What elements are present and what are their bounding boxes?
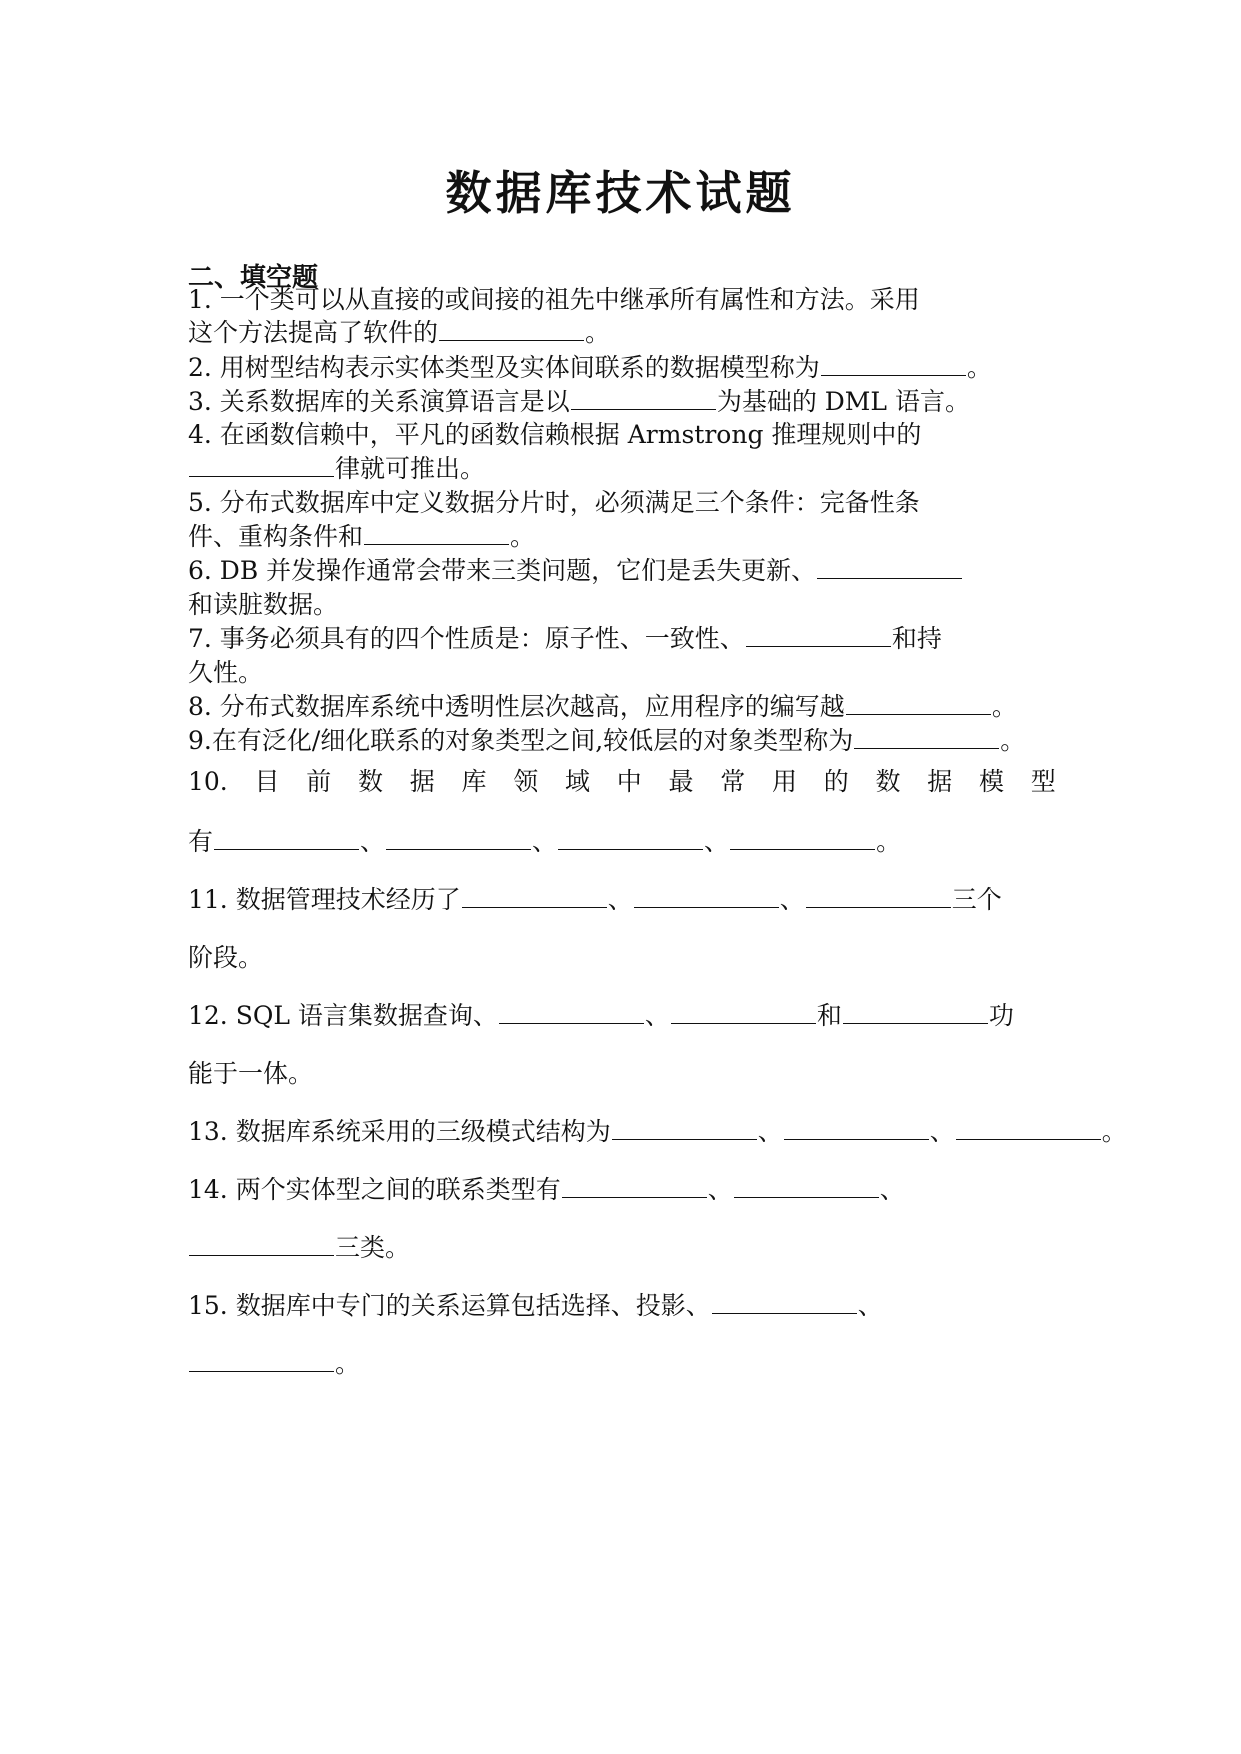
punctuation: 。 xyxy=(876,827,902,856)
question-5-line-1 xyxy=(188,488,920,518)
question-5-text-2: 件、重构条件和 xyxy=(188,522,364,551)
separator: 、 xyxy=(779,885,805,914)
question-1-text-2: 这个方法提高了软件的 xyxy=(188,318,439,347)
answer-blank[interactable] xyxy=(821,353,966,376)
question-1-text: 1. 一个类可以从直接的或间接的祖先中继承所有属性和方法。采用 xyxy=(188,285,920,314)
question-2-line xyxy=(188,353,992,383)
answer-blank[interactable] xyxy=(843,1001,988,1024)
question-2-text: 2. 用树型结构表示实体类型及实体间联系的数据模型称为 xyxy=(188,353,820,382)
answer-blank[interactable] xyxy=(712,1291,857,1314)
question-10-line-1 xyxy=(188,767,1056,797)
question-11-line-1 xyxy=(188,885,1002,915)
separator: 、 xyxy=(857,1291,883,1320)
question-10-char: 模 xyxy=(979,767,1005,796)
question-14-line-2 xyxy=(188,1233,410,1263)
answer-blank[interactable] xyxy=(499,1001,644,1024)
question-10-char: 最 xyxy=(668,767,694,796)
separator: 、 xyxy=(644,1001,670,1030)
question-14-text-2: 三类。 xyxy=(335,1233,411,1262)
question-11-text-3: 阶段。 xyxy=(188,943,264,972)
question-9-line xyxy=(188,726,1025,756)
question-10-char: 据 xyxy=(409,767,435,796)
question-11-text-2: 三个 xyxy=(951,885,1002,914)
answer-blank[interactable] xyxy=(730,827,875,850)
separator: 、 xyxy=(360,827,386,856)
answer-blank[interactable] xyxy=(746,624,891,647)
question-14-text: 14. 两个实体型之间的联系类型有 xyxy=(188,1175,561,1204)
question-11-line-2 xyxy=(188,943,263,973)
punctuation: 。 xyxy=(585,318,611,347)
page-title: 数据库技术试题 xyxy=(445,166,796,220)
question-13-text: 13. 数据库系统采用的三级模式结构为 xyxy=(188,1117,611,1146)
question-10-char: 数 xyxy=(358,767,384,796)
question-14-line-1 xyxy=(188,1175,905,1205)
question-3-text: 3. 关系数据库的关系演算语言是以 xyxy=(188,387,570,416)
answer-blank[interactable] xyxy=(806,885,951,908)
question-10-char: 据 xyxy=(927,767,953,796)
question-9-text: 9.在有泛化/细化联系的对象类型之间,较低层的对象类型称为 xyxy=(188,726,854,755)
question-7-line-1 xyxy=(188,624,942,654)
question-5-line-2 xyxy=(188,522,535,552)
answer-blank[interactable] xyxy=(189,454,334,477)
question-11-text: 11. 数据管理技术经历了 xyxy=(188,885,461,914)
punctuation: 。 xyxy=(966,353,992,382)
separator: 、 xyxy=(757,1117,783,1146)
punctuation: 。 xyxy=(1000,726,1026,755)
question-3-line xyxy=(188,387,970,417)
question-12-line-1 xyxy=(188,1001,1014,1031)
answer-blank[interactable] xyxy=(634,885,779,908)
answer-blank[interactable] xyxy=(562,1175,707,1198)
question-10-char: 10. xyxy=(188,767,228,796)
question-4-text-2: 律就可推出。 xyxy=(335,454,486,483)
question-10-char: 常 xyxy=(720,767,746,796)
question-10-char: 型 xyxy=(1030,767,1056,796)
question-15-text: 15. 数据库中专门的关系运算包括选择、投影、 xyxy=(188,1291,711,1320)
punctuation: 。 xyxy=(335,1349,361,1378)
question-10-line-2 xyxy=(188,827,901,857)
section-heading: 二、填空题 xyxy=(188,263,319,293)
question-15-line-1 xyxy=(188,1291,883,1321)
question-12-text-3: 功 xyxy=(988,1001,1014,1030)
answer-blank[interactable] xyxy=(462,885,607,908)
question-10-char: 库 xyxy=(461,767,487,796)
answer-blank[interactable] xyxy=(846,692,991,715)
answer-blank[interactable] xyxy=(956,1117,1101,1140)
question-4-text: 4. 在函数信赖中，平凡的函数信赖根据 Armstrong 推理规则中的 xyxy=(188,420,922,449)
answer-blank[interactable] xyxy=(386,827,531,850)
punctuation: 。 xyxy=(991,692,1017,721)
question-10-text: 有 xyxy=(188,827,214,856)
answer-blank[interactable] xyxy=(671,1001,816,1024)
question-1-line-2 xyxy=(188,318,610,348)
question-5-text: 5. 分布式数据库中定义数据分片时，必须满足三个条件：完备性条 xyxy=(188,488,920,517)
question-4-line-2 xyxy=(188,454,485,484)
question-13-line xyxy=(188,1117,1127,1147)
question-8-line xyxy=(188,692,1017,722)
question-6-line-1 xyxy=(188,556,963,586)
question-10-char: 域 xyxy=(565,767,591,796)
question-1-line-1 xyxy=(188,285,920,315)
question-10-char: 领 xyxy=(513,767,539,796)
answer-blank[interactable] xyxy=(817,556,962,579)
answer-blank[interactable] xyxy=(784,1117,929,1140)
answer-blank[interactable] xyxy=(364,522,509,545)
separator: 、 xyxy=(704,827,730,856)
question-12-text-2: 和 xyxy=(816,1001,842,1030)
question-4-line-1 xyxy=(188,420,921,450)
separator: 、 xyxy=(607,885,633,914)
answer-blank[interactable] xyxy=(854,726,999,749)
question-12-text: 12. SQL 语言集数据查询、 xyxy=(188,1001,498,1030)
answer-blank[interactable] xyxy=(439,318,584,341)
question-15-line-2 xyxy=(188,1349,360,1379)
answer-blank[interactable] xyxy=(214,827,359,850)
punctuation: 。 xyxy=(510,522,536,551)
question-6-line-2 xyxy=(188,590,338,620)
question-10-char: 的 xyxy=(823,767,849,796)
answer-blank[interactable] xyxy=(189,1349,334,1372)
question-10-char: 目 xyxy=(254,767,280,796)
question-7-text-3: 久性。 xyxy=(188,658,264,687)
answer-blank[interactable] xyxy=(612,1117,757,1140)
separator: 、 xyxy=(707,1175,733,1204)
separator: 、 xyxy=(879,1175,905,1204)
question-10-char: 前 xyxy=(306,767,332,796)
answer-blank[interactable] xyxy=(189,1233,334,1256)
question-12-text-4: 能于一体。 xyxy=(188,1059,314,1088)
question-10-char: 数 xyxy=(875,767,901,796)
question-6-text: 6. DB 并发操作通常会带来三类问题，它们是丢失更新、 xyxy=(188,556,817,585)
question-7-text: 7. 事务必须具有的四个性质是：原子性、一致性、 xyxy=(188,624,745,653)
question-12-line-2 xyxy=(188,1059,313,1089)
answer-blank[interactable] xyxy=(571,387,716,410)
question-8-text: 8. 分布式数据库系统中透明性层次越高，应用程序的编写越 xyxy=(188,692,845,721)
question-7-text-2: 和持 xyxy=(891,624,942,653)
answer-blank[interactable] xyxy=(734,1175,879,1198)
question-10-char: 中 xyxy=(616,767,642,796)
question-10-char: 用 xyxy=(772,767,798,796)
answer-blank[interactable] xyxy=(558,827,703,850)
question-6-text-2: 和读脏数据。 xyxy=(188,590,339,619)
question-3-text-2: 为基础的 DML 语言。 xyxy=(716,387,970,416)
separator: 、 xyxy=(532,827,558,856)
separator: 、 xyxy=(929,1117,955,1146)
punctuation: 。 xyxy=(1101,1117,1127,1146)
question-7-line-2 xyxy=(188,658,263,688)
